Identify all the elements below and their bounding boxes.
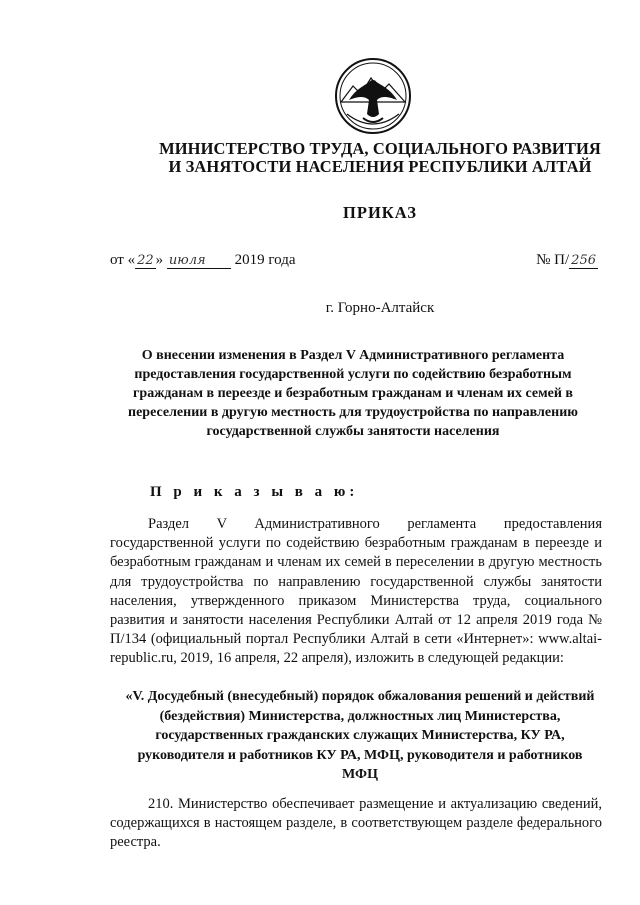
document-date <box>110 252 296 269</box>
coat-of-arms-icon <box>333 56 413 136</box>
ministry-line-1: МИНИСТЕРСТВО ТРУДА, СОЦИАЛЬНОГО РАЗВИТИЯ <box>159 139 601 158</box>
ministry-name <box>110 140 640 176</box>
date-suffix: 2019 года <box>234 252 296 268</box>
city: г. Горно-Алтайск <box>325 300 435 316</box>
date-month: июля <box>167 253 231 269</box>
number-prefix: № П/ <box>536 252 570 268</box>
date-mid: » <box>155 252 164 268</box>
order-subject: О внесении изменения в Раздел V Административного регламента предоставления государственной услуги по содействию безработным гражданам в переезде и безработным гражданам и членам их семей в переселении в другую местность для трудоустройства по направлению государственной службы занятости населения <box>128 348 578 439</box>
date-day: 22 <box>137 253 154 268</box>
paragraph-1: Раздел V Административного регламента предоставления государственной услуги по содействию безработным гражданам в переезде и безработным гражданам и членам их семей в переселении в другую местность для трудоустройства по направлению государственной службы занятости населения, утвержденного приказом Министерства труда, социального развития и занятости населения Республики Алтай от 12 апреля 2019 года № П/134 (официальный портал Республики Алтай в сети «Интернет»: www.altai-republic.ru, 2019, 16 апреля, 22 апреля), изложить в следующей редакции: <box>110 516 602 667</box>
section-title: «V. Досудебный (внесудебный) порядок обжалования решений и действий (бездействия) Министерства, должностных лиц Министерства, государственных гражданских служащих Министерства, КУ РА, руководителя и работников КУ РА, МФЦ, руководителя и работников МФЦ <box>125 689 595 782</box>
document-number <box>536 252 598 269</box>
order-word: П р и к а з ы в а ю: <box>150 484 359 500</box>
date-prefix: от « <box>110 252 136 268</box>
ministry-line-2: И ЗАНЯТОСТИ НАСЕЛЕНИЯ РЕСПУБЛИКИ АЛТАЙ <box>168 157 592 176</box>
number-value: 256 <box>571 253 596 268</box>
document-type: ПРИКАЗ <box>343 203 417 222</box>
paragraph-210: 210. Министерство обеспечивает размещение и актуализацию сведений, содержащихся в настоящем разделе, в соответствующем разделе федерального реестра. <box>110 796 602 851</box>
